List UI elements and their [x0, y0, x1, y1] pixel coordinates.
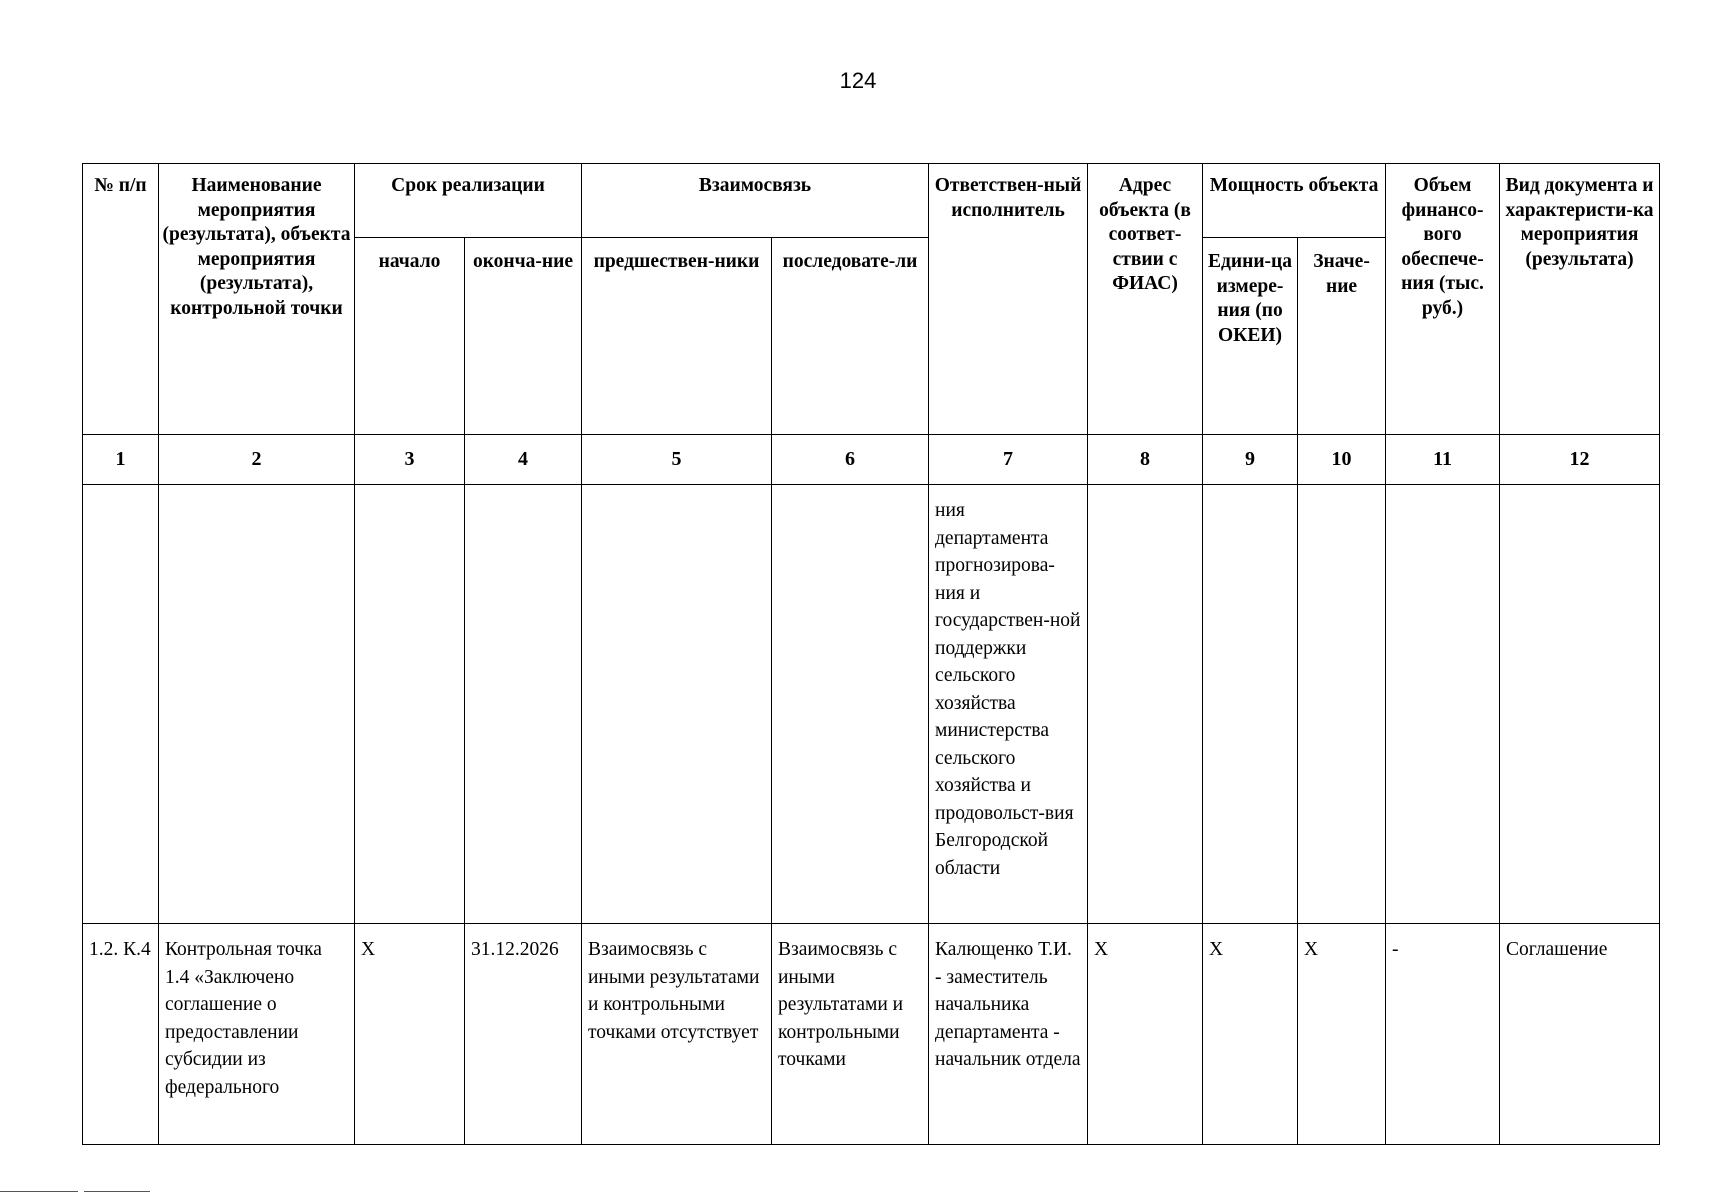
cell-address [1088, 485, 1203, 924]
header-unit: Едини-ца измере-ния (по ОКЕИ) [1203, 238, 1298, 435]
cell-successors: Взаимосвязь с иными результатами и контрольными точками [772, 924, 929, 1145]
cell-num [83, 485, 159, 924]
cell-funding: - [1386, 924, 1500, 1145]
cell-num: 1.2. К.4 [83, 924, 159, 1145]
cell-start [355, 485, 465, 924]
column-number: 3 [355, 435, 465, 485]
cell-name [159, 485, 355, 924]
column-number: 5 [582, 435, 772, 485]
header-term-group: Срок реализации [355, 164, 582, 238]
cell-value [1298, 485, 1386, 924]
cell-value: Х [1298, 924, 1386, 1145]
header-responsible: Ответствен-ный исполнитель [929, 164, 1088, 435]
cell-end: 31.12.2026 [465, 924, 582, 1145]
column-numbers-row [83, 435, 1660, 485]
table-row [83, 485, 1660, 924]
cell-unit: Х [1203, 924, 1298, 1145]
cell-responsible: Калющенко Т.И. - заместитель начальника департамента - начальник отдела [929, 924, 1088, 1145]
column-number: 12 [1500, 435, 1660, 485]
header-row-top [83, 164, 1660, 238]
header-predecessors: предшествен-ники [582, 238, 772, 435]
cell-end [465, 485, 582, 924]
column-number: 10 [1298, 435, 1386, 485]
cell-predecessors [582, 485, 772, 924]
column-number: 1 [83, 435, 159, 485]
header-num: № п/п [83, 164, 159, 435]
cell-address: Х [1088, 924, 1203, 1145]
cell-predecessors: Взаимосвязь с иными результатами и контрольными точками отсутствует [582, 924, 772, 1145]
column-number: 2 [159, 435, 355, 485]
scan-artifact-line [84, 1191, 150, 1192]
header-term-end: оконча-ние [465, 238, 582, 435]
cell-unit [1203, 485, 1298, 924]
column-number: 11 [1386, 435, 1500, 485]
column-number: 9 [1203, 435, 1298, 485]
header-name: Наименование мероприятия (результата), объекта мероприятия (результата), контрольной точки [159, 164, 355, 435]
header-relation-group: Взаимосвязь [582, 164, 929, 238]
cell-doc-type [1500, 485, 1660, 924]
header-value: Значе-ние [1298, 238, 1386, 435]
column-number: 8 [1088, 435, 1203, 485]
cell-name: Контрольная точка 1.4 «Заключено соглашение о предоставлении субсидии из федерального [159, 924, 355, 1145]
page-number: 124 [839, 68, 877, 93]
header-capacity-group: Мощность объекта [1203, 164, 1386, 238]
header-funding: Объем финансо-вого обеспече-ния (тыс. руб.) [1386, 164, 1500, 435]
cell-responsible: ния департамента прогнозирова-ния и государствен-ной поддержки сельского хозяйства министерства сельского хозяйства и продовольст-вия Белгородской области [929, 485, 1088, 924]
header-address: Адрес объекта (в соответ-ствии с ФИАС) [1088, 164, 1203, 435]
cell-funding [1386, 485, 1500, 924]
cell-start: Х [355, 924, 465, 1145]
scan-artifact-line [0, 1191, 78, 1192]
table-row [83, 924, 1660, 1145]
cell-doc-type: Соглашение [1500, 924, 1660, 1145]
header-doc-type: Вид документа и характеристи-ка мероприятия (результата) [1500, 164, 1660, 435]
plan-table [82, 163, 1660, 1145]
header-successors: последовате-ли [772, 238, 929, 435]
column-number: 6 [772, 435, 929, 485]
header-term-start: начало [355, 238, 465, 435]
column-number: 4 [465, 435, 582, 485]
column-number: 7 [929, 435, 1088, 485]
cell-successors [772, 485, 929, 924]
